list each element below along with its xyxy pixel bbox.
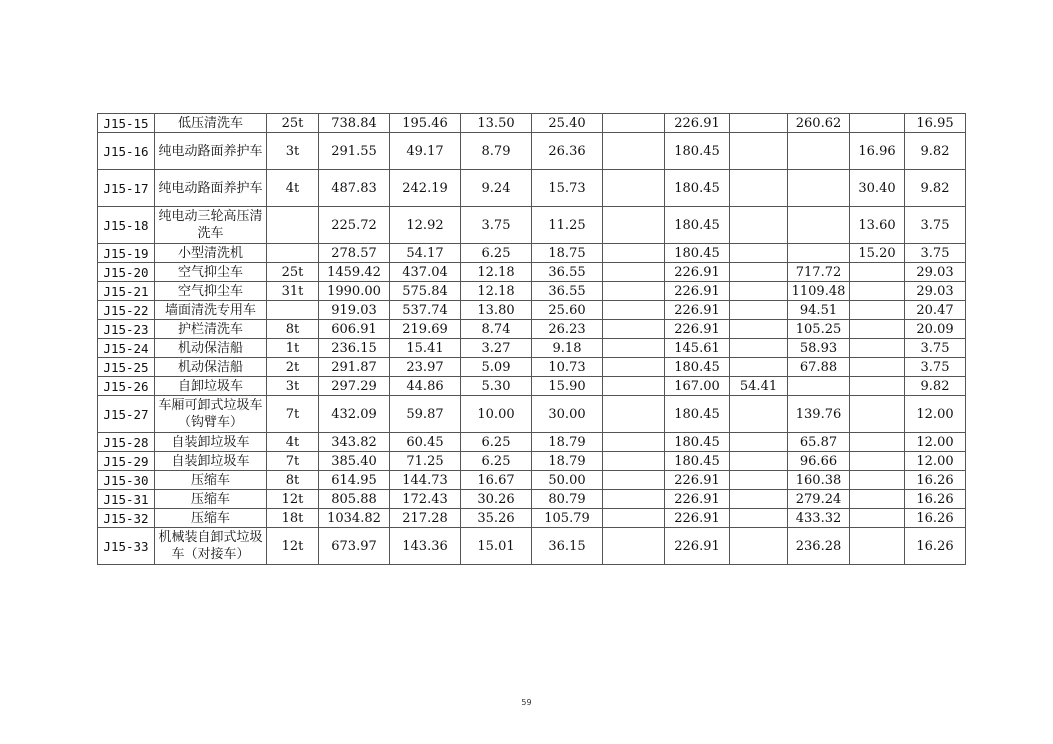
table-cell: 16.26 bbox=[905, 471, 966, 490]
table-cell bbox=[788, 133, 850, 170]
table-cell: 805.88 bbox=[319, 490, 390, 509]
table-cell: 738.84 bbox=[319, 114, 390, 133]
table-row bbox=[98, 509, 966, 528]
table-cell: 9.82 bbox=[905, 133, 966, 170]
table-cell bbox=[603, 263, 665, 282]
table-cell: 575.84 bbox=[390, 282, 461, 301]
table-cell: 2t bbox=[267, 358, 319, 377]
table-cell bbox=[788, 244, 850, 263]
table-cell: 3.75 bbox=[905, 207, 966, 244]
row-code-cell: J15-19 bbox=[98, 244, 155, 263]
table-cell: 36.55 bbox=[532, 282, 603, 301]
table-cell: 105.25 bbox=[788, 320, 850, 339]
table-cell bbox=[730, 490, 788, 509]
equipment-name-cell: 机动保洁船 bbox=[155, 358, 267, 377]
table-cell: 12t bbox=[267, 528, 319, 565]
table-cell: 487.83 bbox=[319, 170, 390, 207]
table-cell: 4t bbox=[267, 433, 319, 452]
table-cell: 25t bbox=[267, 114, 319, 133]
table-cell: 15.41 bbox=[390, 339, 461, 358]
table-cell bbox=[730, 358, 788, 377]
table-cell: 16.26 bbox=[905, 490, 966, 509]
table-cell bbox=[603, 471, 665, 490]
table-row bbox=[98, 301, 966, 320]
table-cell: 9.82 bbox=[905, 377, 966, 396]
table-cell: 1990.00 bbox=[319, 282, 390, 301]
table-cell bbox=[603, 207, 665, 244]
table-cell: 278.57 bbox=[319, 244, 390, 263]
table-cell: 30.00 bbox=[532, 396, 603, 433]
table-cell bbox=[267, 207, 319, 244]
table-cell: 385.40 bbox=[319, 452, 390, 471]
table-cell bbox=[603, 320, 665, 339]
table-cell: 12t bbox=[267, 490, 319, 509]
table-cell: 673.97 bbox=[319, 528, 390, 565]
equipment-name-cell: 墙面清洗专用车 bbox=[155, 301, 267, 320]
equipment-name-cell: 压缩车 bbox=[155, 509, 267, 528]
table-row bbox=[98, 377, 966, 396]
table-cell: 1034.82 bbox=[319, 509, 390, 528]
equipment-name-cell: 空气抑尘车 bbox=[155, 263, 267, 282]
row-code-cell: J15-28 bbox=[98, 433, 155, 452]
table-cell bbox=[788, 170, 850, 207]
table-cell: 139.76 bbox=[788, 396, 850, 433]
table-cell: 226.91 bbox=[665, 263, 730, 282]
table-cell: 236.28 bbox=[788, 528, 850, 565]
table-cell: 54.17 bbox=[390, 244, 461, 263]
table-cell bbox=[730, 433, 788, 452]
table-cell bbox=[730, 263, 788, 282]
table-row bbox=[98, 490, 966, 509]
table-cell: 16.96 bbox=[850, 133, 905, 170]
table-cell bbox=[267, 244, 319, 263]
table-cell bbox=[603, 433, 665, 452]
table-cell: 226.91 bbox=[665, 114, 730, 133]
table-cell: 25t bbox=[267, 263, 319, 282]
table-cell: 8t bbox=[267, 471, 319, 490]
table-cell: 180.45 bbox=[665, 207, 730, 244]
table-cell bbox=[603, 133, 665, 170]
row-code-cell: J15-20 bbox=[98, 263, 155, 282]
table-cell: 180.45 bbox=[665, 170, 730, 207]
table-cell bbox=[730, 133, 788, 170]
table-row bbox=[98, 433, 966, 452]
table-cell: 180.45 bbox=[665, 133, 730, 170]
table-cell: 18t bbox=[267, 509, 319, 528]
table-cell bbox=[730, 452, 788, 471]
table-cell bbox=[730, 509, 788, 528]
table-row bbox=[98, 263, 966, 282]
row-code-cell: J15-27 bbox=[98, 396, 155, 433]
table-cell: 7t bbox=[267, 396, 319, 433]
table-row bbox=[98, 452, 966, 471]
equipment-name-cell: 护栏清洗车 bbox=[155, 320, 267, 339]
table-cell bbox=[603, 509, 665, 528]
table-cell: 1109.48 bbox=[788, 282, 850, 301]
table-cell bbox=[850, 490, 905, 509]
table-cell: 8t bbox=[267, 320, 319, 339]
table-cell bbox=[730, 471, 788, 490]
table-cell bbox=[850, 114, 905, 133]
table-cell: 5.30 bbox=[461, 377, 532, 396]
table-cell bbox=[850, 282, 905, 301]
table-cell: 20.47 bbox=[905, 301, 966, 320]
table-cell: 50.00 bbox=[532, 471, 603, 490]
table-cell: 217.28 bbox=[390, 509, 461, 528]
table-cell: 172.43 bbox=[390, 490, 461, 509]
table-cell: 437.04 bbox=[390, 263, 461, 282]
table-cell: 4t bbox=[267, 170, 319, 207]
table-cell bbox=[603, 170, 665, 207]
table-cell: 26.36 bbox=[532, 133, 603, 170]
page-number: 59 bbox=[521, 698, 532, 707]
table-cell: 15.73 bbox=[532, 170, 603, 207]
table-cell: 94.51 bbox=[788, 301, 850, 320]
table-row bbox=[98, 471, 966, 490]
table-cell: 96.66 bbox=[788, 452, 850, 471]
row-code-cell: J15-29 bbox=[98, 452, 155, 471]
table-cell: 7t bbox=[267, 452, 319, 471]
table-cell: 18.79 bbox=[532, 433, 603, 452]
table-cell bbox=[788, 207, 850, 244]
table-cell: 12.18 bbox=[461, 263, 532, 282]
table-cell: 1459.42 bbox=[319, 263, 390, 282]
table-cell: 9.82 bbox=[905, 170, 966, 207]
table-cell bbox=[603, 396, 665, 433]
row-code-cell: J15-17 bbox=[98, 170, 155, 207]
table-cell: 13.50 bbox=[461, 114, 532, 133]
table-cell: 167.00 bbox=[665, 377, 730, 396]
table-cell: 343.82 bbox=[319, 433, 390, 452]
table-cell bbox=[850, 396, 905, 433]
table-cell: 18.79 bbox=[532, 452, 603, 471]
table-cell bbox=[850, 301, 905, 320]
table-cell: 54.41 bbox=[730, 377, 788, 396]
table-cell: 58.93 bbox=[788, 339, 850, 358]
equipment-name-cell: 车厢可卸式垃圾车（钩臂车） bbox=[155, 396, 267, 433]
table-cell bbox=[730, 207, 788, 244]
table-cell: 16.67 bbox=[461, 471, 532, 490]
table-cell: 11.25 bbox=[532, 207, 603, 244]
table-cell: 160.38 bbox=[788, 471, 850, 490]
table-cell bbox=[730, 320, 788, 339]
table-cell: 433.32 bbox=[788, 509, 850, 528]
table-cell: 145.61 bbox=[665, 339, 730, 358]
table-cell bbox=[730, 528, 788, 565]
table-cell: 13.80 bbox=[461, 301, 532, 320]
table-cell: 180.45 bbox=[665, 433, 730, 452]
table-cell: 9.24 bbox=[461, 170, 532, 207]
table-cell: 15.90 bbox=[532, 377, 603, 396]
table-cell bbox=[267, 301, 319, 320]
table-cell bbox=[603, 339, 665, 358]
table-cell: 180.45 bbox=[665, 358, 730, 377]
row-code-cell: J15-23 bbox=[98, 320, 155, 339]
table-cell: 5.09 bbox=[461, 358, 532, 377]
table-cell: 432.09 bbox=[319, 396, 390, 433]
equipment-name-cell: 纯电动路面养护车 bbox=[155, 170, 267, 207]
table-cell bbox=[603, 452, 665, 471]
table-cell bbox=[850, 528, 905, 565]
table-cell: 36.15 bbox=[532, 528, 603, 565]
table-cell: 8.74 bbox=[461, 320, 532, 339]
row-code-cell: J15-15 bbox=[98, 114, 155, 133]
equipment-name-cell: 自装卸垃圾车 bbox=[155, 452, 267, 471]
table-cell: 226.91 bbox=[665, 509, 730, 528]
table-cell bbox=[850, 358, 905, 377]
table-cell bbox=[603, 490, 665, 509]
table-cell: 180.45 bbox=[665, 396, 730, 433]
equipment-name-cell: 空气抑尘车 bbox=[155, 282, 267, 301]
table-cell bbox=[850, 263, 905, 282]
row-code-cell: J15-25 bbox=[98, 358, 155, 377]
table-cell: 67.88 bbox=[788, 358, 850, 377]
table-cell bbox=[730, 396, 788, 433]
table-row bbox=[98, 244, 966, 263]
table-cell: 29.03 bbox=[905, 282, 966, 301]
table-cell bbox=[603, 377, 665, 396]
table-cell: 6.25 bbox=[461, 433, 532, 452]
table-cell: 12.92 bbox=[390, 207, 461, 244]
table-cell: 16.95 bbox=[905, 114, 966, 133]
table-cell bbox=[730, 301, 788, 320]
table-cell: 180.45 bbox=[665, 452, 730, 471]
table-cell: 59.87 bbox=[390, 396, 461, 433]
equipment-name-cell: 自装卸垃圾车 bbox=[155, 433, 267, 452]
table-cell: 20.09 bbox=[905, 320, 966, 339]
table-cell: 279.24 bbox=[788, 490, 850, 509]
table-cell: 13.60 bbox=[850, 207, 905, 244]
table-cell: 8.79 bbox=[461, 133, 532, 170]
table-cell: 12.18 bbox=[461, 282, 532, 301]
table-row bbox=[98, 396, 966, 433]
table-row bbox=[98, 358, 966, 377]
table-cell: 60.45 bbox=[390, 433, 461, 452]
table-cell: 291.55 bbox=[319, 133, 390, 170]
table-cell: 44.86 bbox=[390, 377, 461, 396]
table-cell: 144.73 bbox=[390, 471, 461, 490]
table-cell: 23.97 bbox=[390, 358, 461, 377]
row-code-cell: J15-32 bbox=[98, 509, 155, 528]
table-cell: 919.03 bbox=[319, 301, 390, 320]
table-cell: 80.79 bbox=[532, 490, 603, 509]
table-cell bbox=[730, 339, 788, 358]
table-cell: 3t bbox=[267, 377, 319, 396]
table-cell bbox=[603, 358, 665, 377]
table-cell: 226.91 bbox=[665, 471, 730, 490]
table-cell: 15.20 bbox=[850, 244, 905, 263]
equipment-name-cell: 压缩车 bbox=[155, 471, 267, 490]
table-cell: 9.18 bbox=[532, 339, 603, 358]
table-cell bbox=[603, 114, 665, 133]
table-cell: 71.25 bbox=[390, 452, 461, 471]
table-cell bbox=[850, 320, 905, 339]
table-cell: 143.36 bbox=[390, 528, 461, 565]
row-code-cell: J15-26 bbox=[98, 377, 155, 396]
table-row bbox=[98, 133, 966, 170]
table-cell: 6.25 bbox=[461, 244, 532, 263]
table-cell: 537.74 bbox=[390, 301, 461, 320]
table-cell: 219.69 bbox=[390, 320, 461, 339]
table-cell: 6.25 bbox=[461, 452, 532, 471]
table-cell: 16.26 bbox=[905, 528, 966, 565]
table-cell: 226.91 bbox=[665, 301, 730, 320]
table-row bbox=[98, 339, 966, 358]
table-cell: 236.15 bbox=[319, 339, 390, 358]
equipment-name-cell: 纯电动路面养护车 bbox=[155, 133, 267, 170]
row-code-cell: J15-16 bbox=[98, 133, 155, 170]
table-cell bbox=[788, 377, 850, 396]
table-cell: 49.17 bbox=[390, 133, 461, 170]
row-code-cell: J15-30 bbox=[98, 471, 155, 490]
table-cell bbox=[850, 452, 905, 471]
table-cell bbox=[730, 114, 788, 133]
table-cell bbox=[850, 471, 905, 490]
equipment-cost-table bbox=[97, 113, 966, 565]
table-cell bbox=[730, 170, 788, 207]
table-cell: 35.26 bbox=[461, 509, 532, 528]
table-cell: 3.75 bbox=[461, 207, 532, 244]
table-cell: 606.91 bbox=[319, 320, 390, 339]
table-cell: 36.55 bbox=[532, 263, 603, 282]
table-cell: 3.75 bbox=[905, 339, 966, 358]
table-cell: 260.62 bbox=[788, 114, 850, 133]
table-cell: 18.75 bbox=[532, 244, 603, 263]
row-code-cell: J15-22 bbox=[98, 301, 155, 320]
table-cell: 3.75 bbox=[905, 244, 966, 263]
table-cell: 30.40 bbox=[850, 170, 905, 207]
table-cell: 3.27 bbox=[461, 339, 532, 358]
table-cell bbox=[850, 509, 905, 528]
table-cell: 226.91 bbox=[665, 320, 730, 339]
table-cell: 65.87 bbox=[788, 433, 850, 452]
table-row bbox=[98, 170, 966, 207]
row-code-cell: J15-33 bbox=[98, 528, 155, 565]
table-cell: 12.00 bbox=[905, 452, 966, 471]
table-cell: 3t bbox=[267, 133, 319, 170]
table-cell bbox=[850, 433, 905, 452]
table-cell: 26.23 bbox=[532, 320, 603, 339]
equipment-name-cell: 机动保洁船 bbox=[155, 339, 267, 358]
table-cell: 30.26 bbox=[461, 490, 532, 509]
table-cell bbox=[603, 301, 665, 320]
table-cell: 180.45 bbox=[665, 244, 730, 263]
table-cell: 717.72 bbox=[788, 263, 850, 282]
equipment-name-cell: 纯电动三轮高压清洗车 bbox=[155, 207, 267, 244]
table-cell bbox=[730, 244, 788, 263]
table-cell: 10.00 bbox=[461, 396, 532, 433]
table-row bbox=[98, 282, 966, 301]
table-cell: 12.00 bbox=[905, 433, 966, 452]
table-cell bbox=[850, 339, 905, 358]
table-cell: 297.29 bbox=[319, 377, 390, 396]
table-row bbox=[98, 114, 966, 133]
table-cell: 226.91 bbox=[665, 528, 730, 565]
table-cell: 31t bbox=[267, 282, 319, 301]
table-row bbox=[98, 528, 966, 565]
table-cell: 226.91 bbox=[665, 282, 730, 301]
table-cell: 226.91 bbox=[665, 490, 730, 509]
table-cell bbox=[603, 282, 665, 301]
table-cell: 16.26 bbox=[905, 509, 966, 528]
equipment-name-cell: 机械装自卸式垃圾车（对接车） bbox=[155, 528, 267, 565]
table-row bbox=[98, 207, 966, 244]
equipment-name-cell: 压缩车 bbox=[155, 490, 267, 509]
table-cell bbox=[730, 282, 788, 301]
table-cell bbox=[850, 377, 905, 396]
table-cell: 15.01 bbox=[461, 528, 532, 565]
table-cell: 25.40 bbox=[532, 114, 603, 133]
row-code-cell: J15-18 bbox=[98, 207, 155, 244]
row-code-cell: J15-21 bbox=[98, 282, 155, 301]
table-cell: 29.03 bbox=[905, 263, 966, 282]
table-cell: 242.19 bbox=[390, 170, 461, 207]
table-cell: 195.46 bbox=[390, 114, 461, 133]
table-cell: 614.95 bbox=[319, 471, 390, 490]
equipment-name-cell: 低压清洗车 bbox=[155, 114, 267, 133]
table-cell: 291.87 bbox=[319, 358, 390, 377]
table-cell: 225.72 bbox=[319, 207, 390, 244]
table-row bbox=[98, 320, 966, 339]
table-cell: 1t bbox=[267, 339, 319, 358]
table-cell: 25.60 bbox=[532, 301, 603, 320]
equipment-name-cell: 小型清洗机 bbox=[155, 244, 267, 263]
table-cell bbox=[603, 528, 665, 565]
table-cell: 10.73 bbox=[532, 358, 603, 377]
table-cell: 3.75 bbox=[905, 358, 966, 377]
row-code-cell: J15-31 bbox=[98, 490, 155, 509]
table-cell: 12.00 bbox=[905, 396, 966, 433]
equipment-name-cell: 自卸垃圾车 bbox=[155, 377, 267, 396]
table-cell bbox=[603, 244, 665, 263]
table-cell: 105.79 bbox=[532, 509, 603, 528]
row-code-cell: J15-24 bbox=[98, 339, 155, 358]
